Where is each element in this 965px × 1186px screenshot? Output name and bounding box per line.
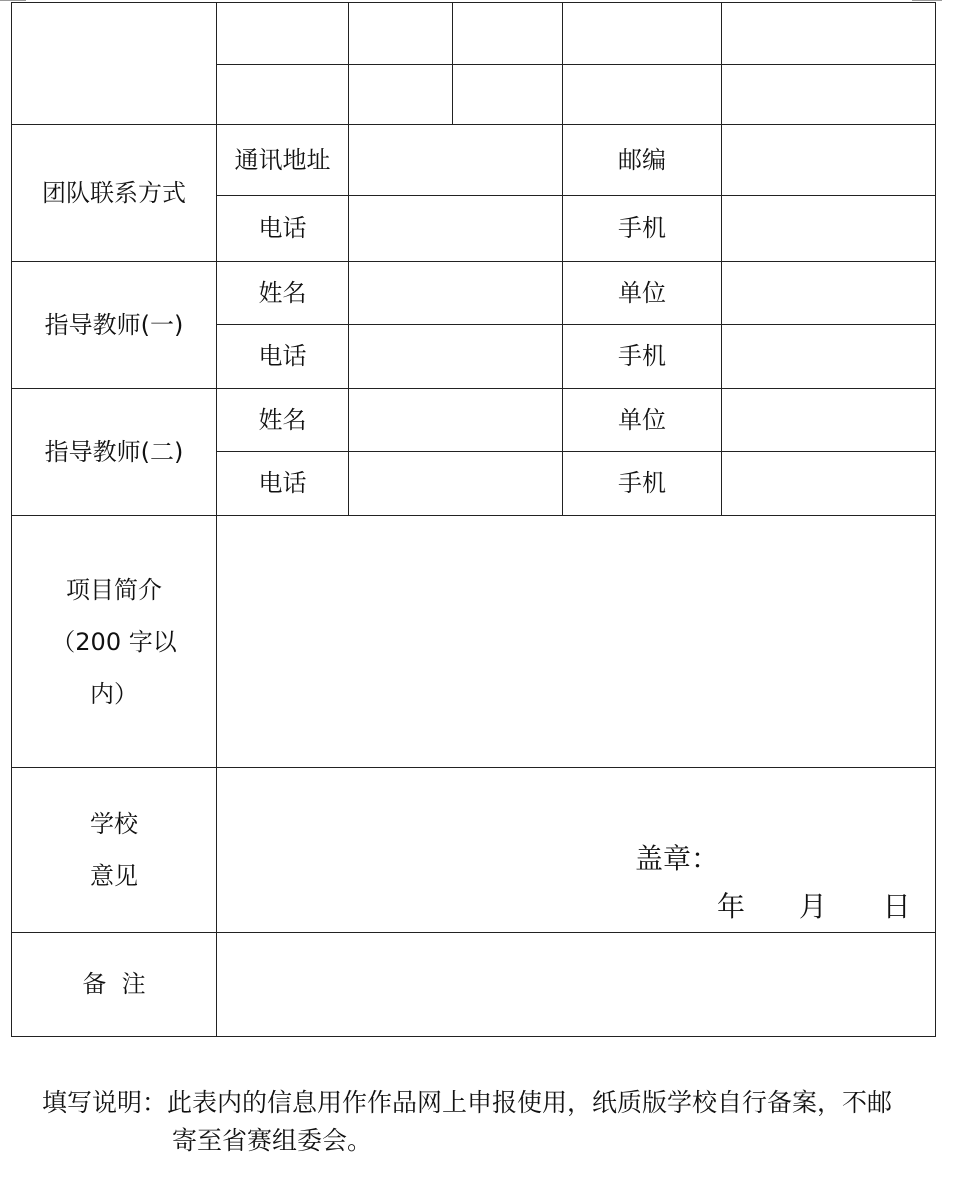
contact-label: 团队联系方式	[12, 125, 217, 262]
phone-label: 电话	[217, 452, 349, 516]
name-label: 姓名	[217, 262, 349, 325]
address-label: 通讯地址	[217, 125, 349, 196]
school-row	[12, 768, 936, 933]
teacher1-row-name	[12, 262, 936, 325]
teacher1-name-input[interactable]	[349, 262, 563, 325]
teacher2-phone-input[interactable]	[349, 452, 563, 516]
intro-label-line: （200 字以	[51, 627, 177, 656]
intro-input[interactable]	[217, 516, 936, 768]
mobile-label: 手机	[563, 452, 722, 516]
input-cell[interactable]	[349, 3, 453, 65]
phone-label: 电话	[217, 325, 349, 389]
teacher2-unit-input[interactable]	[722, 389, 936, 452]
mobile-label: 手机	[563, 325, 722, 389]
mobile-label: 手机	[563, 196, 722, 262]
unit-label: 单位	[563, 262, 722, 325]
mobile-input[interactable]	[722, 196, 936, 262]
teacher1-phone-input[interactable]	[349, 325, 563, 389]
input-cell[interactable]	[453, 3, 563, 65]
school-label-line: 意见	[90, 862, 138, 890]
address-input[interactable]	[349, 125, 563, 196]
input-cell[interactable]	[722, 65, 936, 125]
instruction-line: 填写说明：此表内的信息用作作品网上申报使用，纸质版学校自行备案，不邮	[42, 1088, 893, 1117]
postcode-input[interactable]	[722, 125, 936, 196]
month-label: 月	[798, 890, 827, 923]
teacher2-label: 指导教师(二)	[12, 389, 217, 516]
remark-row	[12, 933, 936, 1037]
day-label: 日	[882, 890, 911, 923]
input-cell[interactable]	[217, 3, 349, 65]
teacher2-mobile-input[interactable]	[722, 452, 936, 516]
registration-form-table	[11, 2, 936, 1037]
input-cell[interactable]	[563, 65, 722, 125]
fill-instructions	[42, 1084, 932, 1160]
teacher2-name-input[interactable]	[349, 389, 563, 452]
input-cell[interactable]	[453, 65, 563, 125]
member-row	[12, 3, 936, 65]
date-line	[717, 890, 911, 924]
intro-label	[12, 516, 217, 768]
member-label-cell	[12, 3, 217, 125]
postcode-label: 邮编	[563, 125, 722, 196]
teacher2-row-name	[12, 389, 936, 452]
intro-label-line: 项目简介	[66, 575, 162, 604]
teacher1-mobile-input[interactable]	[722, 325, 936, 389]
phone-label: 电话	[217, 196, 349, 262]
input-cell[interactable]	[563, 3, 722, 65]
page-edge-line	[912, 0, 942, 1]
seal-label: 盖章：	[635, 842, 720, 875]
school-label-line: 学校	[90, 810, 138, 838]
intro-label-line: 内）	[90, 679, 138, 708]
teacher1-unit-input[interactable]	[722, 262, 936, 325]
contact-row-address	[12, 125, 936, 196]
input-cell[interactable]	[722, 3, 936, 65]
school-opinion-input[interactable]	[217, 768, 936, 933]
name-label: 姓名	[217, 389, 349, 452]
phone-input[interactable]	[349, 196, 563, 262]
school-label	[12, 768, 217, 933]
page-edge-line	[0, 0, 26, 1]
teacher1-label: 指导教师(一)	[12, 262, 217, 389]
remark-input[interactable]	[217, 933, 936, 1037]
intro-row	[12, 516, 936, 768]
input-cell[interactable]	[217, 65, 349, 125]
instruction-line: 寄至省赛组委会。	[172, 1126, 373, 1155]
input-cell[interactable]	[349, 65, 453, 125]
year-label: 年	[717, 890, 746, 923]
unit-label: 单位	[563, 389, 722, 452]
remark-label: 备 注	[12, 933, 217, 1037]
